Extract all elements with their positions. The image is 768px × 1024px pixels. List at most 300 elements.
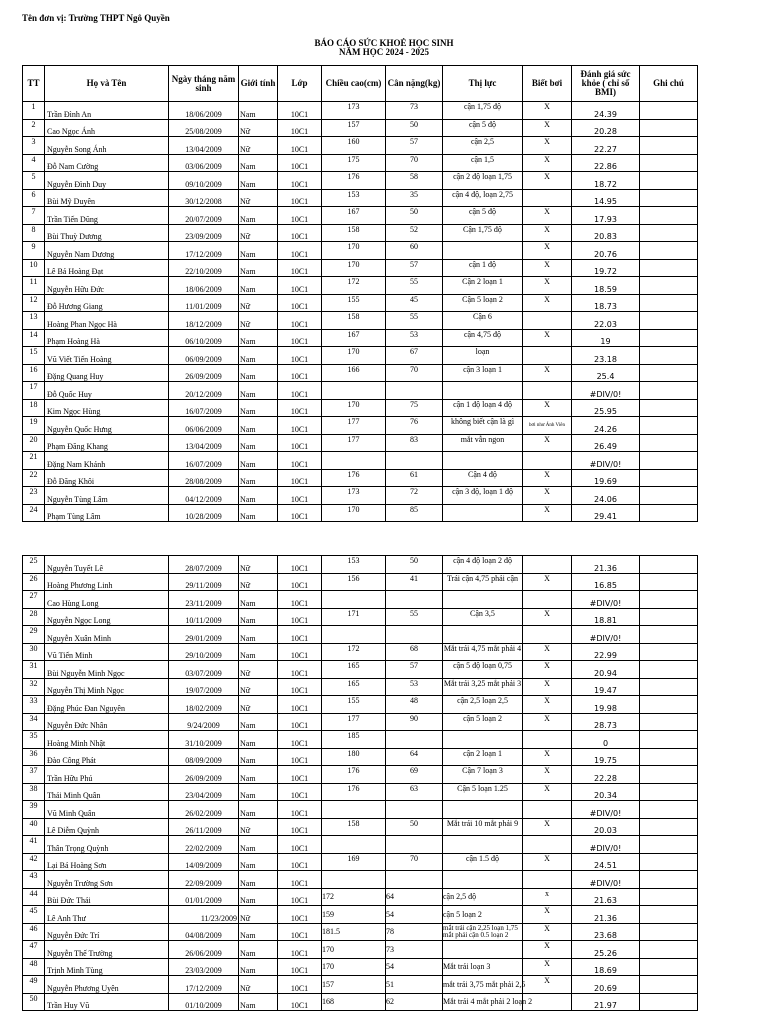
vision-value: Cận 5 loạn 1.25	[443, 783, 523, 801]
table-row	[23, 976, 698, 994]
note-cell	[640, 207, 698, 225]
vision-value: cận 1,5	[443, 154, 523, 172]
header-note: Ghi chú	[640, 66, 698, 102]
student-name: Đỗ Hương Giang	[45, 294, 169, 312]
bmi-value: 28.73	[572, 713, 640, 731]
height-value: 168	[322, 993, 386, 1011]
swim-mark: x	[523, 888, 572, 906]
table-row	[23, 189, 698, 207]
height-value: 170	[322, 399, 386, 417]
class-name: 10C1	[278, 993, 322, 1011]
student-name: Nguyễn Thị Minh Ngọc	[45, 678, 169, 696]
class-name: 10C1	[278, 836, 322, 854]
vision-value: cận 3 loạn 1	[443, 364, 523, 382]
date-of-birth: 22/09/2009	[169, 871, 239, 889]
student-name: Thân Trọng Quỳnh	[45, 836, 169, 854]
row-number: 41	[23, 836, 45, 854]
vision-value	[443, 382, 523, 400]
date-of-birth: 10/11/2009	[169, 608, 239, 626]
swim-mark: X	[523, 643, 572, 661]
student-name: Nguyễn Nam Dương	[45, 242, 169, 260]
height-value: 180	[322, 748, 386, 766]
height-value	[322, 836, 386, 854]
table-row	[23, 573, 698, 591]
bmi-value: 19.47	[572, 678, 640, 696]
bmi-value: 21.36	[572, 556, 640, 574]
date-of-birth: 29/11/2009	[169, 573, 239, 591]
table-row	[23, 119, 698, 137]
row-number: 50	[23, 993, 45, 1011]
class-name: 10C1	[278, 801, 322, 819]
height-value: 158	[322, 312, 386, 330]
class-name: 10C1	[278, 102, 322, 120]
class-name: 10C1	[278, 766, 322, 784]
class-name: 10C1	[278, 608, 322, 626]
gender: Nam	[239, 329, 278, 347]
student-name: Bùi Thuỳ Dương	[45, 224, 169, 242]
bmi-value: 17.93	[572, 207, 640, 225]
swim-mark: X	[523, 242, 572, 260]
table-row	[23, 329, 698, 347]
height-value: 167	[322, 207, 386, 225]
note-cell	[640, 976, 698, 994]
gender: Nam	[239, 347, 278, 365]
table-row	[23, 469, 698, 487]
gender: Nam	[239, 487, 278, 505]
row-number: 24	[23, 504, 45, 522]
student-name: Đặng Phúc Đan Nguyên	[45, 696, 169, 714]
table-row	[23, 871, 698, 889]
gender: Nữ	[239, 137, 278, 155]
table-row	[23, 504, 698, 522]
bmi-value: 22.99	[572, 643, 640, 661]
student-name: Trần Tiến Dũng	[45, 207, 169, 225]
gender: Nữ	[239, 573, 278, 591]
swim-mark	[523, 312, 572, 330]
gender: Nam	[239, 731, 278, 749]
height-value: 176	[322, 766, 386, 784]
weight-value: 78	[386, 923, 443, 941]
row-number: 18	[23, 399, 45, 417]
note-cell	[640, 382, 698, 400]
swim-mark: X	[523, 573, 572, 591]
class-name: 10C1	[278, 399, 322, 417]
height-value: 177	[322, 417, 386, 435]
table-row	[23, 731, 698, 749]
weight-value: 72	[386, 487, 443, 505]
gender: Nam	[239, 469, 278, 487]
swim-mark: X	[523, 137, 572, 155]
class-name: 10C1	[278, 818, 322, 836]
class-name: 10C1	[278, 469, 322, 487]
note-cell	[640, 801, 698, 819]
date-of-birth: 03/06/2009	[169, 154, 239, 172]
date-of-birth: 20/07/2009	[169, 207, 239, 225]
gender: Nam	[239, 434, 278, 452]
swim-mark: X	[523, 259, 572, 277]
vision-value: cận 5 độ	[443, 207, 523, 225]
gender: Nam	[239, 452, 278, 470]
student-name: Hoàng Phương Linh	[45, 573, 169, 591]
table-row	[23, 818, 698, 836]
student-name: Bùi Mỹ Duyên	[45, 189, 169, 207]
swim-mark: X	[523, 976, 572, 994]
bmi-value: 18.59	[572, 277, 640, 295]
bmi-value: 20.03	[572, 818, 640, 836]
note-cell	[640, 119, 698, 137]
swim-mark: X	[523, 853, 572, 871]
student-name: Lê Bá Hoàng Đạt	[45, 259, 169, 277]
bmi-value: 24.51	[572, 853, 640, 871]
bmi-value: #DIV/0!	[572, 452, 640, 470]
gender: Nam	[239, 504, 278, 522]
class-name: 10C1	[278, 643, 322, 661]
class-name: 10C1	[278, 853, 322, 871]
row-number: 8	[23, 224, 45, 242]
row-number: 1	[23, 102, 45, 120]
row-number: 12	[23, 294, 45, 312]
row-number: 45	[23, 906, 45, 924]
weight-value: 61	[386, 469, 443, 487]
note-cell	[640, 102, 698, 120]
vision-value: Mắt trái loạn 3	[443, 958, 523, 976]
bmi-value: 24.26	[572, 417, 640, 435]
height-value: 172	[322, 643, 386, 661]
swim-mark: bơi như Ánh Viên	[523, 417, 572, 435]
date-of-birth: 23/03/2009	[169, 958, 239, 976]
height-value	[322, 591, 386, 609]
class-name: 10C1	[278, 976, 322, 994]
weight-value: 76	[386, 417, 443, 435]
bmi-value: 21.63	[572, 888, 640, 906]
row-number: 34	[23, 713, 45, 731]
gender: Nữ	[239, 312, 278, 330]
gender: Nam	[239, 102, 278, 120]
weight-value: 53	[386, 678, 443, 696]
note-cell	[640, 347, 698, 365]
weight-value: 52	[386, 224, 443, 242]
class-name: 10C1	[278, 783, 322, 801]
row-number: 32	[23, 678, 45, 696]
student-name: Đỗ Đăng Khôi	[45, 469, 169, 487]
table-row	[23, 643, 698, 661]
swim-mark: X	[523, 102, 572, 120]
weight-value: 50	[386, 556, 443, 574]
note-cell	[640, 696, 698, 714]
height-value: 157	[322, 119, 386, 137]
swim-mark: X	[523, 119, 572, 137]
height-value	[322, 382, 386, 400]
weight-value	[386, 836, 443, 854]
table-row	[23, 836, 698, 854]
weight-value	[386, 452, 443, 470]
height-value: 155	[322, 294, 386, 312]
student-name: Nguyễn Đức Nhân	[45, 713, 169, 731]
row-number: 5	[23, 172, 45, 190]
note-cell	[640, 277, 698, 295]
note-cell	[640, 469, 698, 487]
date-of-birth: 23/09/2009	[169, 224, 239, 242]
vision-value: cận 4 độ loạn 2 độ	[443, 556, 523, 574]
student-name: Trịnh Minh Tùng	[45, 958, 169, 976]
note-cell	[640, 487, 698, 505]
bmi-value: 19.69	[572, 469, 640, 487]
note-cell	[640, 836, 698, 854]
weight-value: 54	[386, 906, 443, 924]
swim-mark: X	[523, 958, 572, 976]
swim-mark: X	[523, 748, 572, 766]
table-row	[23, 783, 698, 801]
row-number: 13	[23, 312, 45, 330]
vision-value	[443, 242, 523, 260]
bmi-value: 16.85	[572, 573, 640, 591]
table-row	[23, 608, 698, 626]
vision-value: mắt trái cận 2,25 loạn 1,75 mắt phải cận 0.5 loạn 2	[443, 923, 523, 941]
bmi-value: 19.72	[572, 259, 640, 277]
row-number: 39	[23, 801, 45, 819]
swim-mark: X	[523, 661, 572, 679]
row-number: 29	[23, 626, 45, 644]
student-name: Nguyễn Đình Duy	[45, 172, 169, 190]
height-value: 156	[322, 573, 386, 591]
vision-value: cận 5 độ	[443, 119, 523, 137]
gender: Nam	[239, 591, 278, 609]
vision-value: mắt vẫn ngon	[443, 434, 523, 452]
date-of-birth: 20/12/2009	[169, 382, 239, 400]
row-number: 43	[23, 871, 45, 889]
date-of-birth: 23/04/2009	[169, 783, 239, 801]
swim-mark	[523, 452, 572, 470]
height-value: 173	[322, 102, 386, 120]
vision-value	[443, 626, 523, 644]
student-name: Thái Minh Quân	[45, 783, 169, 801]
height-value: 185	[322, 731, 386, 749]
bmi-value: 18.73	[572, 294, 640, 312]
table-row	[23, 958, 698, 976]
gender: Nam	[239, 399, 278, 417]
table-row	[23, 294, 698, 312]
date-of-birth: 22/10/2009	[169, 259, 239, 277]
date-of-birth: 06/10/2009	[169, 329, 239, 347]
swim-mark: X	[523, 207, 572, 225]
note-cell	[640, 643, 698, 661]
date-of-birth: 16/07/2009	[169, 399, 239, 417]
student-name: Nguyễn Trường Sơn	[45, 871, 169, 889]
row-number: 35	[23, 731, 45, 749]
height-value	[322, 871, 386, 889]
height-value: 159	[322, 906, 386, 924]
table-row	[23, 277, 698, 295]
date-of-birth: 11/23/2009	[169, 906, 239, 924]
class-name: 10C1	[278, 626, 322, 644]
height-value: 169	[322, 853, 386, 871]
swim-mark: X	[523, 923, 572, 941]
weight-value: 45	[386, 294, 443, 312]
height-value: 176	[322, 783, 386, 801]
class-name: 10C1	[278, 941, 322, 959]
weight-value: 68	[386, 643, 443, 661]
table-row	[23, 242, 698, 260]
note-cell	[640, 713, 698, 731]
date-of-birth: 17/12/2009	[169, 242, 239, 260]
table-row	[23, 626, 698, 644]
weight-value	[386, 591, 443, 609]
gender: Nữ	[239, 696, 278, 714]
vision-value: cận 4 độ, loạn 2,75	[443, 189, 523, 207]
height-value: 176	[322, 469, 386, 487]
weight-value: 62	[386, 993, 443, 1011]
vision-value: cận 2,5 loạn 2,5	[443, 696, 523, 714]
table-row	[23, 154, 698, 172]
student-name: Hoàng Phan Ngọc Hà	[45, 312, 169, 330]
table-row	[23, 888, 698, 906]
date-of-birth: 11/01/2009	[169, 294, 239, 312]
class-name: 10C1	[278, 207, 322, 225]
student-name: Trần Hữu Phú	[45, 766, 169, 784]
student-name: Nguyễn Quốc Hưng	[45, 417, 169, 435]
bmi-value: #DIV/0!	[572, 591, 640, 609]
table-row	[23, 801, 698, 819]
school-year: NĂM HỌC 2024 - 2025	[339, 47, 429, 57]
vision-value	[443, 731, 523, 749]
header-weight: Cân nặng(kg)	[386, 66, 443, 102]
header-bmi: Đánh giá sức khỏe ( chỉ số BMI)	[572, 66, 640, 102]
note-cell	[640, 626, 698, 644]
weight-value	[386, 871, 443, 889]
table-row	[23, 941, 698, 959]
gender: Nam	[239, 923, 278, 941]
height-value	[322, 452, 386, 470]
row-number: 20	[23, 434, 45, 452]
vision-value	[443, 504, 523, 522]
student-name: Lê Anh Thư	[45, 906, 169, 924]
date-of-birth: 26/09/2009	[169, 766, 239, 784]
student-name: Vũ Viết Tiến Hoàng	[45, 347, 169, 365]
date-of-birth: 9/24/2009	[169, 713, 239, 731]
weight-value: 64	[386, 888, 443, 906]
class-name: 10C1	[278, 137, 322, 155]
swim-mark	[523, 189, 572, 207]
class-name: 10C1	[278, 294, 322, 312]
date-of-birth: 18/12/2009	[169, 312, 239, 330]
date-of-birth: 09/10/2009	[169, 172, 239, 190]
student-name: Phạm Đăng Khang	[45, 434, 169, 452]
table-row	[23, 382, 698, 400]
swim-mark	[523, 871, 572, 889]
date-of-birth: 23/11/2009	[169, 591, 239, 609]
gender: Nam	[239, 713, 278, 731]
gender: Nam	[239, 364, 278, 382]
swim-mark	[523, 347, 572, 365]
swim-mark	[523, 591, 572, 609]
height-value: 153	[322, 556, 386, 574]
note-cell	[640, 941, 698, 959]
bmi-value: 0	[572, 731, 640, 749]
note-cell	[640, 871, 698, 889]
vision-value: cận 2,5	[443, 137, 523, 155]
date-of-birth: 06/06/2009	[169, 417, 239, 435]
swim-mark: X	[523, 277, 572, 295]
class-name: 10C1	[278, 434, 322, 452]
row-number: 37	[23, 766, 45, 784]
class-name: 10C1	[278, 154, 322, 172]
date-of-birth: 01/01/2009	[169, 888, 239, 906]
class-name: 10C1	[278, 678, 322, 696]
height-value: 170	[322, 958, 386, 976]
table-row	[23, 556, 698, 574]
table-row	[23, 452, 698, 470]
table-row	[23, 137, 698, 155]
row-number: 44	[23, 888, 45, 906]
vision-value: cận 5 loạn 2	[443, 713, 523, 731]
header-vision: Thị lực	[443, 66, 523, 102]
height-value: 170	[322, 259, 386, 277]
note-cell	[640, 259, 698, 277]
date-of-birth: 06/09/2009	[169, 347, 239, 365]
vision-value: mắt trái 3,75 mắt phải 2,5	[443, 976, 523, 994]
weight-value: 50	[386, 207, 443, 225]
bmi-value: #DIV/0!	[572, 626, 640, 644]
height-value: 157	[322, 976, 386, 994]
vision-value: Cận 2 loạn 1	[443, 277, 523, 295]
gender: Nam	[239, 783, 278, 801]
swim-mark: X	[523, 294, 572, 312]
table-row	[23, 678, 698, 696]
student-name: Vũ Minh Quân	[45, 801, 169, 819]
student-name: Kim Ngọc Hùng	[45, 399, 169, 417]
table-row	[23, 906, 698, 924]
class-name: 10C1	[278, 556, 322, 574]
weight-value: 60	[386, 242, 443, 260]
student-name: Hoàng Minh Nhật	[45, 731, 169, 749]
gender: Nữ	[239, 119, 278, 137]
student-name: Đặng Nam Khánh	[45, 452, 169, 470]
table-row	[23, 748, 698, 766]
gender: Nam	[239, 417, 278, 435]
student-name: Bùi Đức Thái	[45, 888, 169, 906]
row-number: 6	[23, 189, 45, 207]
class-name: 10C1	[278, 259, 322, 277]
note-cell	[640, 888, 698, 906]
table-row	[23, 347, 698, 365]
row-number: 47	[23, 941, 45, 959]
student-name: Nguyễn Ngọc Long	[45, 608, 169, 626]
row-number: 40	[23, 818, 45, 836]
class-name: 10C1	[278, 417, 322, 435]
row-number: 49	[23, 976, 45, 994]
header-class: Lớp	[278, 66, 322, 102]
vision-value	[443, 941, 523, 959]
class-name: 10C1	[278, 382, 322, 400]
weight-value: 50	[386, 119, 443, 137]
bmi-value: 22.03	[572, 312, 640, 330]
date-of-birth: 26/06/2009	[169, 941, 239, 959]
date-of-birth: 03/07/2009	[169, 661, 239, 679]
note-cell	[640, 853, 698, 871]
gender: Nam	[239, 801, 278, 819]
vision-value: cận 5 độ loạn 0,75	[443, 661, 523, 679]
vision-value: loạn	[443, 347, 523, 365]
note-cell	[640, 242, 698, 260]
bmi-value: 20.69	[572, 976, 640, 994]
table-row	[23, 993, 698, 1011]
note-cell	[640, 731, 698, 749]
date-of-birth: 04/12/2009	[169, 487, 239, 505]
swim-mark: X	[523, 154, 572, 172]
row-number: 16	[23, 364, 45, 382]
date-of-birth: 31/10/2009	[169, 731, 239, 749]
bmi-value: 22.27	[572, 137, 640, 155]
